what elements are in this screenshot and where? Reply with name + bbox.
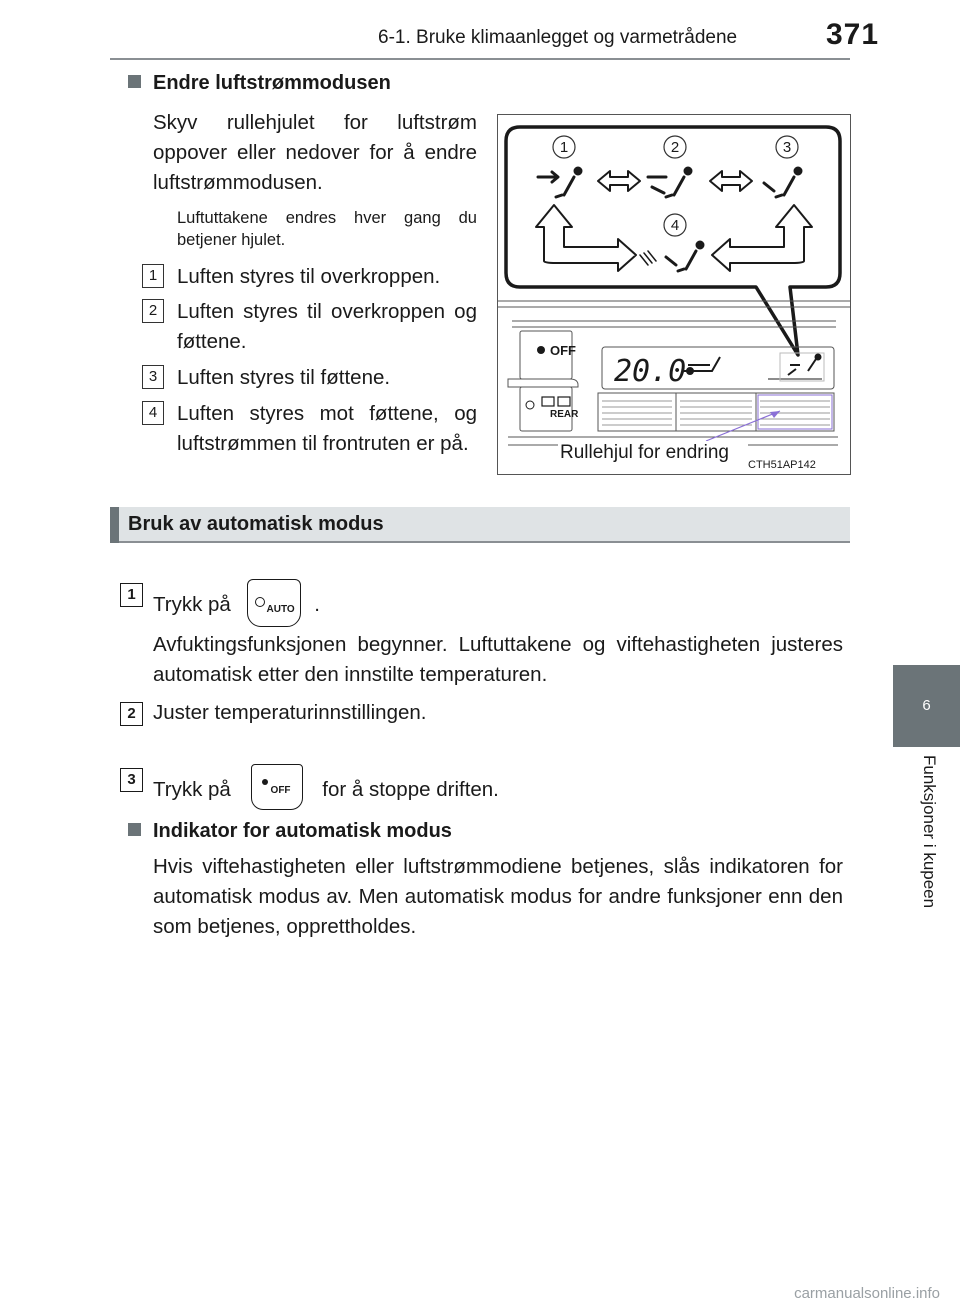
chapter-tab: 6 — [893, 665, 960, 747]
section-title: Bruk av automatisk modus — [128, 513, 384, 535]
section-bar-stripe — [110, 507, 119, 543]
step-number-2: 2 — [120, 702, 143, 726]
item-number-1: 1 — [142, 264, 164, 288]
square-bullet-icon — [128, 75, 141, 88]
callout-3: 3 — [782, 139, 792, 156]
callout-1: 1 — [559, 139, 569, 156]
section-heading-indicator: Indikator for automatisk modus — [128, 820, 452, 843]
airflow-intro: Skyv rullehjulet for luftstrøm oppover eller nedover for å endre luftstrømmodusen. — [153, 111, 477, 194]
chapter-title: 6-1. Bruke klimaanlegget og varmetrådene — [378, 27, 738, 48]
section-bar-auto — [110, 507, 850, 543]
airflow-illustration — [498, 115, 850, 474]
display-temperature: 20.0 — [614, 354, 687, 389]
airflow-figure — [497, 114, 851, 475]
step-1-line: Trykk på AUTO . — [153, 579, 320, 627]
fan-icon — [262, 779, 268, 785]
item-number-2: 2 — [142, 299, 164, 323]
step-number-1: 1 — [120, 583, 143, 607]
item-text-2: Luften styres til overkroppen og føttene. — [177, 300, 477, 353]
item-text-1: Luften styres til overkroppen. — [177, 265, 441, 288]
section-heading-airflow: Endre luftstrømmodusen — [128, 72, 391, 95]
indicator-icon — [255, 597, 265, 607]
chapter-tab-label: Funksjoner i kupeen — [920, 755, 939, 909]
off-button-icon: OFF — [251, 764, 303, 810]
item-number-4: 4 — [142, 401, 164, 425]
item-text-4: Luften styres mot føttene, og luftstrømmen til frontruten er på. — [177, 402, 477, 455]
square-bullet-icon — [128, 823, 141, 836]
item-text-3: Luften styres til føttene. — [177, 366, 391, 389]
callout-2: 2 — [670, 139, 680, 156]
step-number-3: 3 — [120, 768, 143, 792]
step-3-line: Trykk på OFF for å stoppe driften. — [153, 764, 499, 810]
page-number: 371 — [826, 18, 880, 51]
airflow-note: Luftuttakene endres hver gang du betjener hjulet. — [177, 209, 477, 249]
indicator-text: Hvis viftehastigheten eller luftstrømmodiene betjenes, slås indikatoren for automatisk modus av. Men automatisk modus for andre funksjoner enn den som betjenes, opprettholdes. — [153, 855, 843, 938]
header-rule — [110, 58, 850, 60]
step-2-text: Juster temperaturinnstillingen. — [153, 701, 427, 724]
callout-4: 4 — [670, 217, 680, 234]
step-1-description: Avfuktingsfunksjonen begynner. Luftuttakene og viftehastigheten justeres automatisk etter den innstilte temperaturen. — [153, 633, 843, 686]
figure-id: CTH51AP142 — [748, 459, 816, 471]
auto-button-icon: AUTO — [247, 579, 301, 627]
watermark: carmanualsonline.info — [794, 1285, 940, 1302]
rear-button-label: REAR — [550, 409, 579, 420]
off-button-label: OFF — [550, 343, 576, 358]
item-number-3: 3 — [142, 365, 164, 389]
wheel-label: Rullehjul for endring — [560, 442, 729, 463]
